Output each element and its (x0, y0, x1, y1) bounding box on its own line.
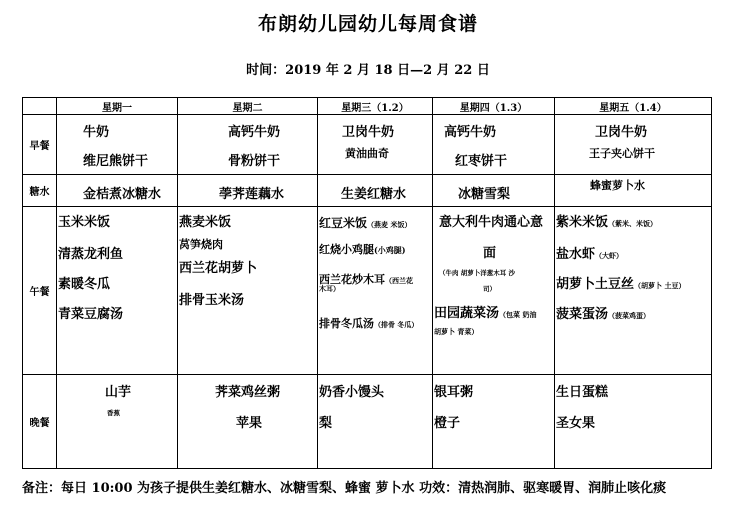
snack-thu (433, 175, 555, 207)
breakfast-fri (555, 115, 712, 175)
menu-item: 排骨冬瓜汤（排骨 冬瓜） (319, 317, 419, 330)
menu-item: 蜂蜜萝卜水 (590, 179, 645, 192)
date-range: 时间：2019 年 2 月 18 日—2 月 22 日 (246, 63, 490, 78)
menu-item: 红烧小鸡腿(小鸡腿) (319, 243, 406, 256)
menu-item: 菠菜蛋汤（菠菜鸡蛋） (556, 307, 651, 322)
menu-item: 西兰花胡萝卜 (179, 261, 258, 276)
menu-item: 金桔煮冰糖水 (83, 187, 162, 202)
menu-item: 紫米米饭（紫米、米饭） (556, 215, 658, 230)
lunch-thu (433, 207, 555, 375)
menu-item: 维尼熊饼干 (83, 154, 149, 169)
menu-item: 红豆米饭（燕麦 米饭） (319, 216, 412, 230)
menu-item: 王子夹心饼干 (589, 147, 655, 160)
menu-item: 奶香小馒头 (319, 385, 385, 400)
menu-item: 荠菜鸡丝粥 (215, 385, 281, 400)
lunch-wed (318, 207, 433, 375)
menu-item: 黄油曲奇 (345, 147, 389, 160)
menu-table (22, 97, 712, 469)
menu-item: 红枣饼干 (455, 154, 508, 169)
menu-item: 燕麦米饭 (179, 215, 232, 230)
dinner-fri (555, 375, 712, 469)
menu-item: 素暖冬瓜 (58, 277, 111, 292)
menu-item: 牛奶 (83, 125, 110, 140)
menu-item: 苹果 (236, 416, 263, 431)
snack-wed (318, 175, 433, 207)
day-header-tue: 星期二 (178, 98, 318, 115)
menu-item: 排骨玉米汤 (179, 293, 245, 308)
meal-label-breakfast: 早餐 (23, 115, 57, 175)
breakfast-tue (178, 115, 318, 175)
snack-row (23, 175, 712, 207)
footnote: 备注：每日 10:00 为孩子提供生姜红糖水、冰糖雪梨、蜂蜜 萝卜水 功效：清热润肺、驱寒暖胃、润肺止咳化痰 (22, 481, 667, 496)
menu-item: 胡萝卜土豆丝（胡萝卜 土豆） (556, 277, 686, 292)
day-header-mon: 星期一 (57, 98, 178, 115)
lunch-mon (57, 207, 178, 375)
menu-item: 高钙牛奶 (444, 125, 497, 140)
menu-item-note: 木耳） (319, 284, 340, 293)
corner-cell (23, 98, 57, 115)
breakfast-wed (318, 115, 433, 175)
menu-item: 西兰花炒木耳（西兰花 (319, 273, 413, 286)
header-row (23, 98, 712, 115)
menu-item: 清蒸龙利鱼 (58, 247, 124, 262)
menu-item: 卫岗牛奶 (595, 125, 648, 140)
breakfast-row (23, 115, 712, 175)
menu-item: 盐水虾（大虾） (556, 247, 624, 262)
day-header-fri: 星期五（1.4） (555, 98, 712, 115)
dinner-wed (318, 375, 433, 469)
dinner-row (23, 375, 712, 469)
menu-item: 山芋 (105, 385, 132, 400)
dinner-tue (178, 375, 318, 469)
menu-item: 冰糖雪梨 (458, 187, 511, 202)
menu-item: 面 (483, 246, 497, 261)
menu-item: 青菜豆腐汤 (58, 307, 124, 322)
day-header-wed: 星期三（1.2） (318, 98, 433, 115)
lunch-fri (555, 207, 712, 375)
menu-item: 意大利牛肉通心意 (439, 215, 544, 230)
breakfast-thu (433, 115, 555, 175)
snack-fri (555, 175, 712, 207)
menu-item-note: 司） (483, 285, 496, 293)
menu-item: 银耳粥 (434, 385, 474, 400)
menu-item: 玉米米饭 (58, 215, 111, 230)
page-title: 布朗幼儿园幼儿每周食谱 (257, 13, 478, 35)
lunch-row (23, 207, 712, 375)
menu-item: 骨粉饼干 (228, 154, 281, 169)
dinner-mon (57, 375, 178, 469)
meal-label-snack: 糖水 (23, 175, 57, 207)
menu-item: 生日蛋糕 (556, 385, 609, 400)
day-header-thu: 星期四（1.3） (433, 98, 555, 115)
menu-item: 橙子 (434, 416, 461, 431)
menu-item-note: 胡萝卜 青菜） (434, 327, 479, 336)
menu-item: 田园蔬菜汤（包菜 奶油 (434, 306, 537, 321)
menu-item: 莴笋烧肉 (179, 238, 223, 251)
menu-item: 圣女果 (556, 416, 596, 431)
meal-label-lunch: 午餐 (23, 207, 57, 375)
meal-label-dinner: 晚餐 (23, 375, 57, 469)
menu-item: 梨 (319, 416, 333, 431)
snack-mon (57, 175, 178, 207)
menu-item: 生姜红糖水 (341, 187, 407, 202)
lunch-tue (178, 207, 318, 375)
snack-tue (178, 175, 318, 207)
dinner-thu (433, 375, 555, 469)
breakfast-mon (57, 115, 178, 175)
menu-item: 卫岗牛奶 (342, 125, 395, 140)
menu-item: 高钙牛奶 (228, 125, 281, 140)
menu-item-note: 香蕉 (107, 409, 120, 417)
menu-item: 荸荠莲藕水 (219, 187, 285, 202)
menu-item-note: （牛肉 胡萝卜洋葱木耳 沙 (439, 269, 516, 277)
